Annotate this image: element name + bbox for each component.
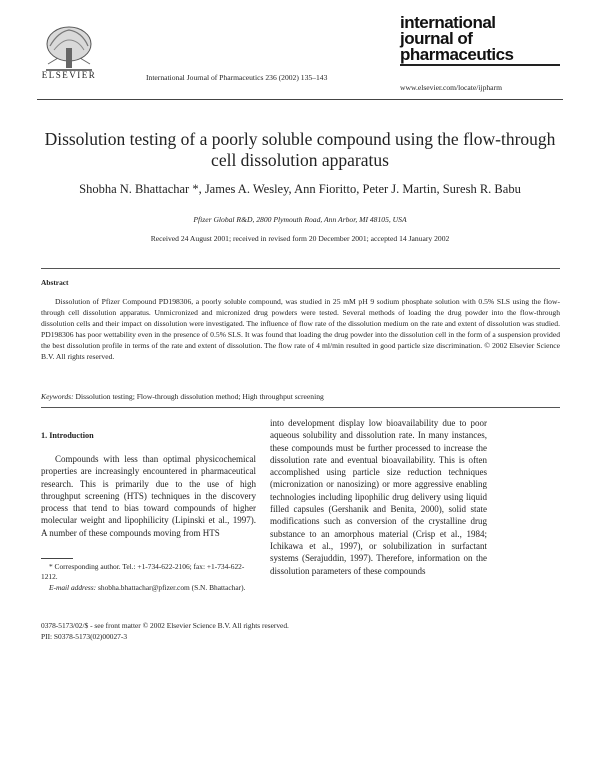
abstract-heading: Abstract <box>41 278 69 287</box>
abstract-text: Dissolution of Pfizer Compound PD198306, a poorly soluble compound, was studied in 25 mM pH 9 sodium phosphate solution with 0.5% SLS using the flow-through cell dissolution apparatus. Unmicronized and micronized drug powders were tested. Several methods of loading the drug powder into the flow-through dissolution cells and their impact on dissolution were investigated. The influence of flow rate of the dissolution medium on the rate and extent of dissolution was studied. PD198306 has poor wettability even in the presence of 0.5% SLS. It was found that loading the drug powder into the dissolution cell in the form of a suspension provided the best dissolution profile in terms of the rate and extent of dissolution. The flow rate of 4 ml/min resulted in good particle size discrimination. © 2002 Elsevier Science B.V. All rights reserved. <box>41 297 560 361</box>
header-divider <box>37 99 563 100</box>
journal-name-line-3: pharmaceutics <box>400 45 514 64</box>
publisher-name: ELSEVIER <box>41 70 97 80</box>
copyright-block <box>41 620 289 642</box>
article-title: Dissolution testing of a poorly soluble compound using the flow-through cell dissolution apparatus <box>44 129 556 170</box>
journal-name <box>400 15 514 63</box>
corresponding-author-contact: * Corresponding author. Tel.: +1-734-622-2106; fax: +1-734-622-1212. <box>41 562 245 582</box>
introduction-right-column: into development display low bioavailability due to poor aqueous solubility and dissolution rate. In many instances, these compounds must be further processed to increase the dissolution rate and eventual bioavailability. This is often accomplished using particle size reduction techniques (micronization or nanosizing) or more aggressive enabling technologies including lipophilic drug delivery using liquid filled capsules (Gershanik and Benita, 2000), solid state modifications such as conversion of the crystalline drug substance to an amorphous material (Crisp et al., 1984; Ichikawa et al., 1997), or solubilization in surfactant systems (Serajuddin, 1997). Therefore, information on the dissolution parameters of these compounds <box>270 418 487 576</box>
keywords <box>41 392 560 401</box>
introduction-left-column: Compounds with less than optimal physicochemical properties are increasingly encountered in pharmaceutical research. This is primarily due to the use of high throughput screening (HTS) techniques in the discovery process that tend to bias toward compounds of higher molecular weight and lipophilicity (Lipinski et al., 1997). A number of these compounds moving from HTS <box>41 454 256 538</box>
journal-name-rule <box>400 64 560 66</box>
email-link[interactable]: shobha.bhattachar@pfizer.com <box>98 582 190 592</box>
received-dates: Received 24 August 2001; received in revised form 20 December 2001; accepted 14 January 2002 <box>150 234 450 243</box>
email-suffix: (S.N. Bhattachar). <box>191 582 246 592</box>
journal-name-line-1: international <box>400 13 496 32</box>
journal-name-line-2: journal of <box>400 29 473 48</box>
abstract-bottom-rule <box>41 407 560 408</box>
email-line <box>41 583 256 593</box>
journal-url[interactable]: www.elsevier.com/locate/ijpharm <box>400 83 502 92</box>
email-label: E-mail address: <box>49 582 97 592</box>
abstract-top-rule <box>41 268 560 269</box>
pii-line: PII: S0378-5173(02)00027-3 <box>41 632 128 641</box>
footnote-rule <box>41 558 73 559</box>
author-affiliation: Pfizer Global R&D, 2800 Plymouth Road, Ann Arbor, MI 48105, USA <box>193 215 407 224</box>
copyright-line: 0378-5173/02/$ - see front matter © 2002 Elsevier Science B.V. All rights reserved. <box>41 621 289 630</box>
article-authors: Shobha N. Bhattachar *, James A. Wesley, Ann Fioritto, Peter J. Martin, Suresh R. Babu <box>79 182 521 196</box>
keywords-label: Keywords: <box>41 392 74 401</box>
section-heading-introduction: 1. Introduction <box>41 431 94 440</box>
journal-citation: International Journal of Pharmaceutics 236 (2002) 135–143 <box>146 73 328 82</box>
keywords-list: Dissolution testing; Flow-through dissolution method; High throughput screening <box>75 392 324 401</box>
corresponding-author-footnote <box>41 562 256 593</box>
